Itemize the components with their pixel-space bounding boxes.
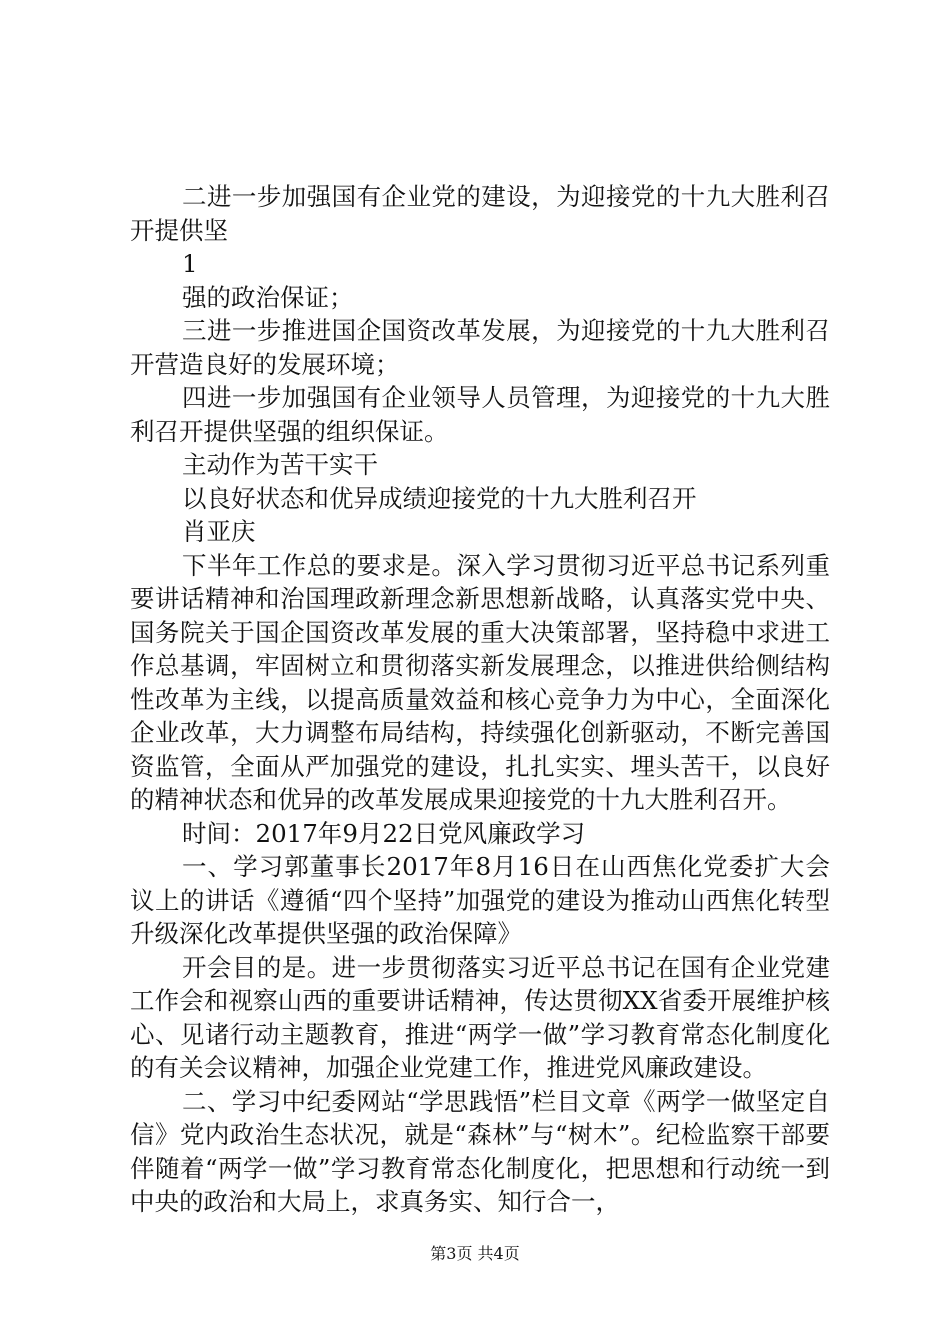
paragraph: 二、学习中纪委网站“学思践悟”栏目文章《两学一做坚定自信》党内政治生态状况，就是“森林”与“树木”。纪检监察干部要伴随着“两学一做”学习教育常态化制度化，把思想和行动统一到中央的政治和大局上，求真务实、知行合一， — [130, 1086, 830, 1216]
paragraph: 以良好状态和优异成绩迎接党的十九大胜利召开 — [182, 483, 697, 513]
paragraph: 下半年工作总的要求是。深入学习贯彻习近平总书记系列重要讲话精神和治国理政新理念新思想新战略，认真落实党中央、国务院关于国企国资改革发展的重大决策部署，坚持稳中求进工作总基调，牢固树立和贯彻落实新发展理念，以推进供给侧结构性改革为主线，以提高质量效益和核心竞争力为中心，全面深化企业改革，大力调整布局结构，持续强化创新驱动，不断完善国资监管，全面从严加强党的建设，扎扎实实、埋头苦干，以良好的精神状态和优异的改革发展成果迎接党的十九大胜利召开。 — [130, 550, 830, 814]
page-number-footer: 第3页 共4页 — [430, 1244, 520, 1263]
paragraph: 时间：2017年9月22日党风廉政学习 — [182, 818, 586, 848]
paragraph: 四进一步加强国有企业领导人员管理，为迎接党的十九大胜利召开提供坚强的组织保证。 — [130, 383, 830, 446]
paragraph: 二进一步加强国有企业党的建设，为迎接党的十九大胜利召开提供坚 — [130, 182, 830, 245]
document-body — [130, 180, 830, 1219]
paragraph: 肖亚庆 — [182, 517, 256, 546]
paragraph: 主动作为苦干实干 — [182, 450, 378, 479]
paragraph: 三进一步推进国企国资改革发展，为迎接党的十九大胜利召开营造良好的发展环境； — [130, 316, 830, 379]
paragraph: 强的政治保证； — [182, 282, 354, 312]
paragraph: 一、学习郭董事长2017年8月16日在山西焦化党委扩大会议上的讲话《遵循“四个坚持”加强党的建设为推动山西焦化转型升级深化改革提供坚强的政治保障》 — [130, 852, 830, 948]
paragraph: 开会目的是。进一步贯彻落实习近平总书记在国有企业党建工作会和视察山西的重要讲话精神，传达贯彻XX省委开展维护核心、见诸行动主题教育，推进“两学一做”学习教育常态化制度化的有关会议精神，加强企业党建工作，推进党风廉政建设。 — [130, 952, 830, 1082]
paragraph: 1 — [182, 249, 198, 278]
